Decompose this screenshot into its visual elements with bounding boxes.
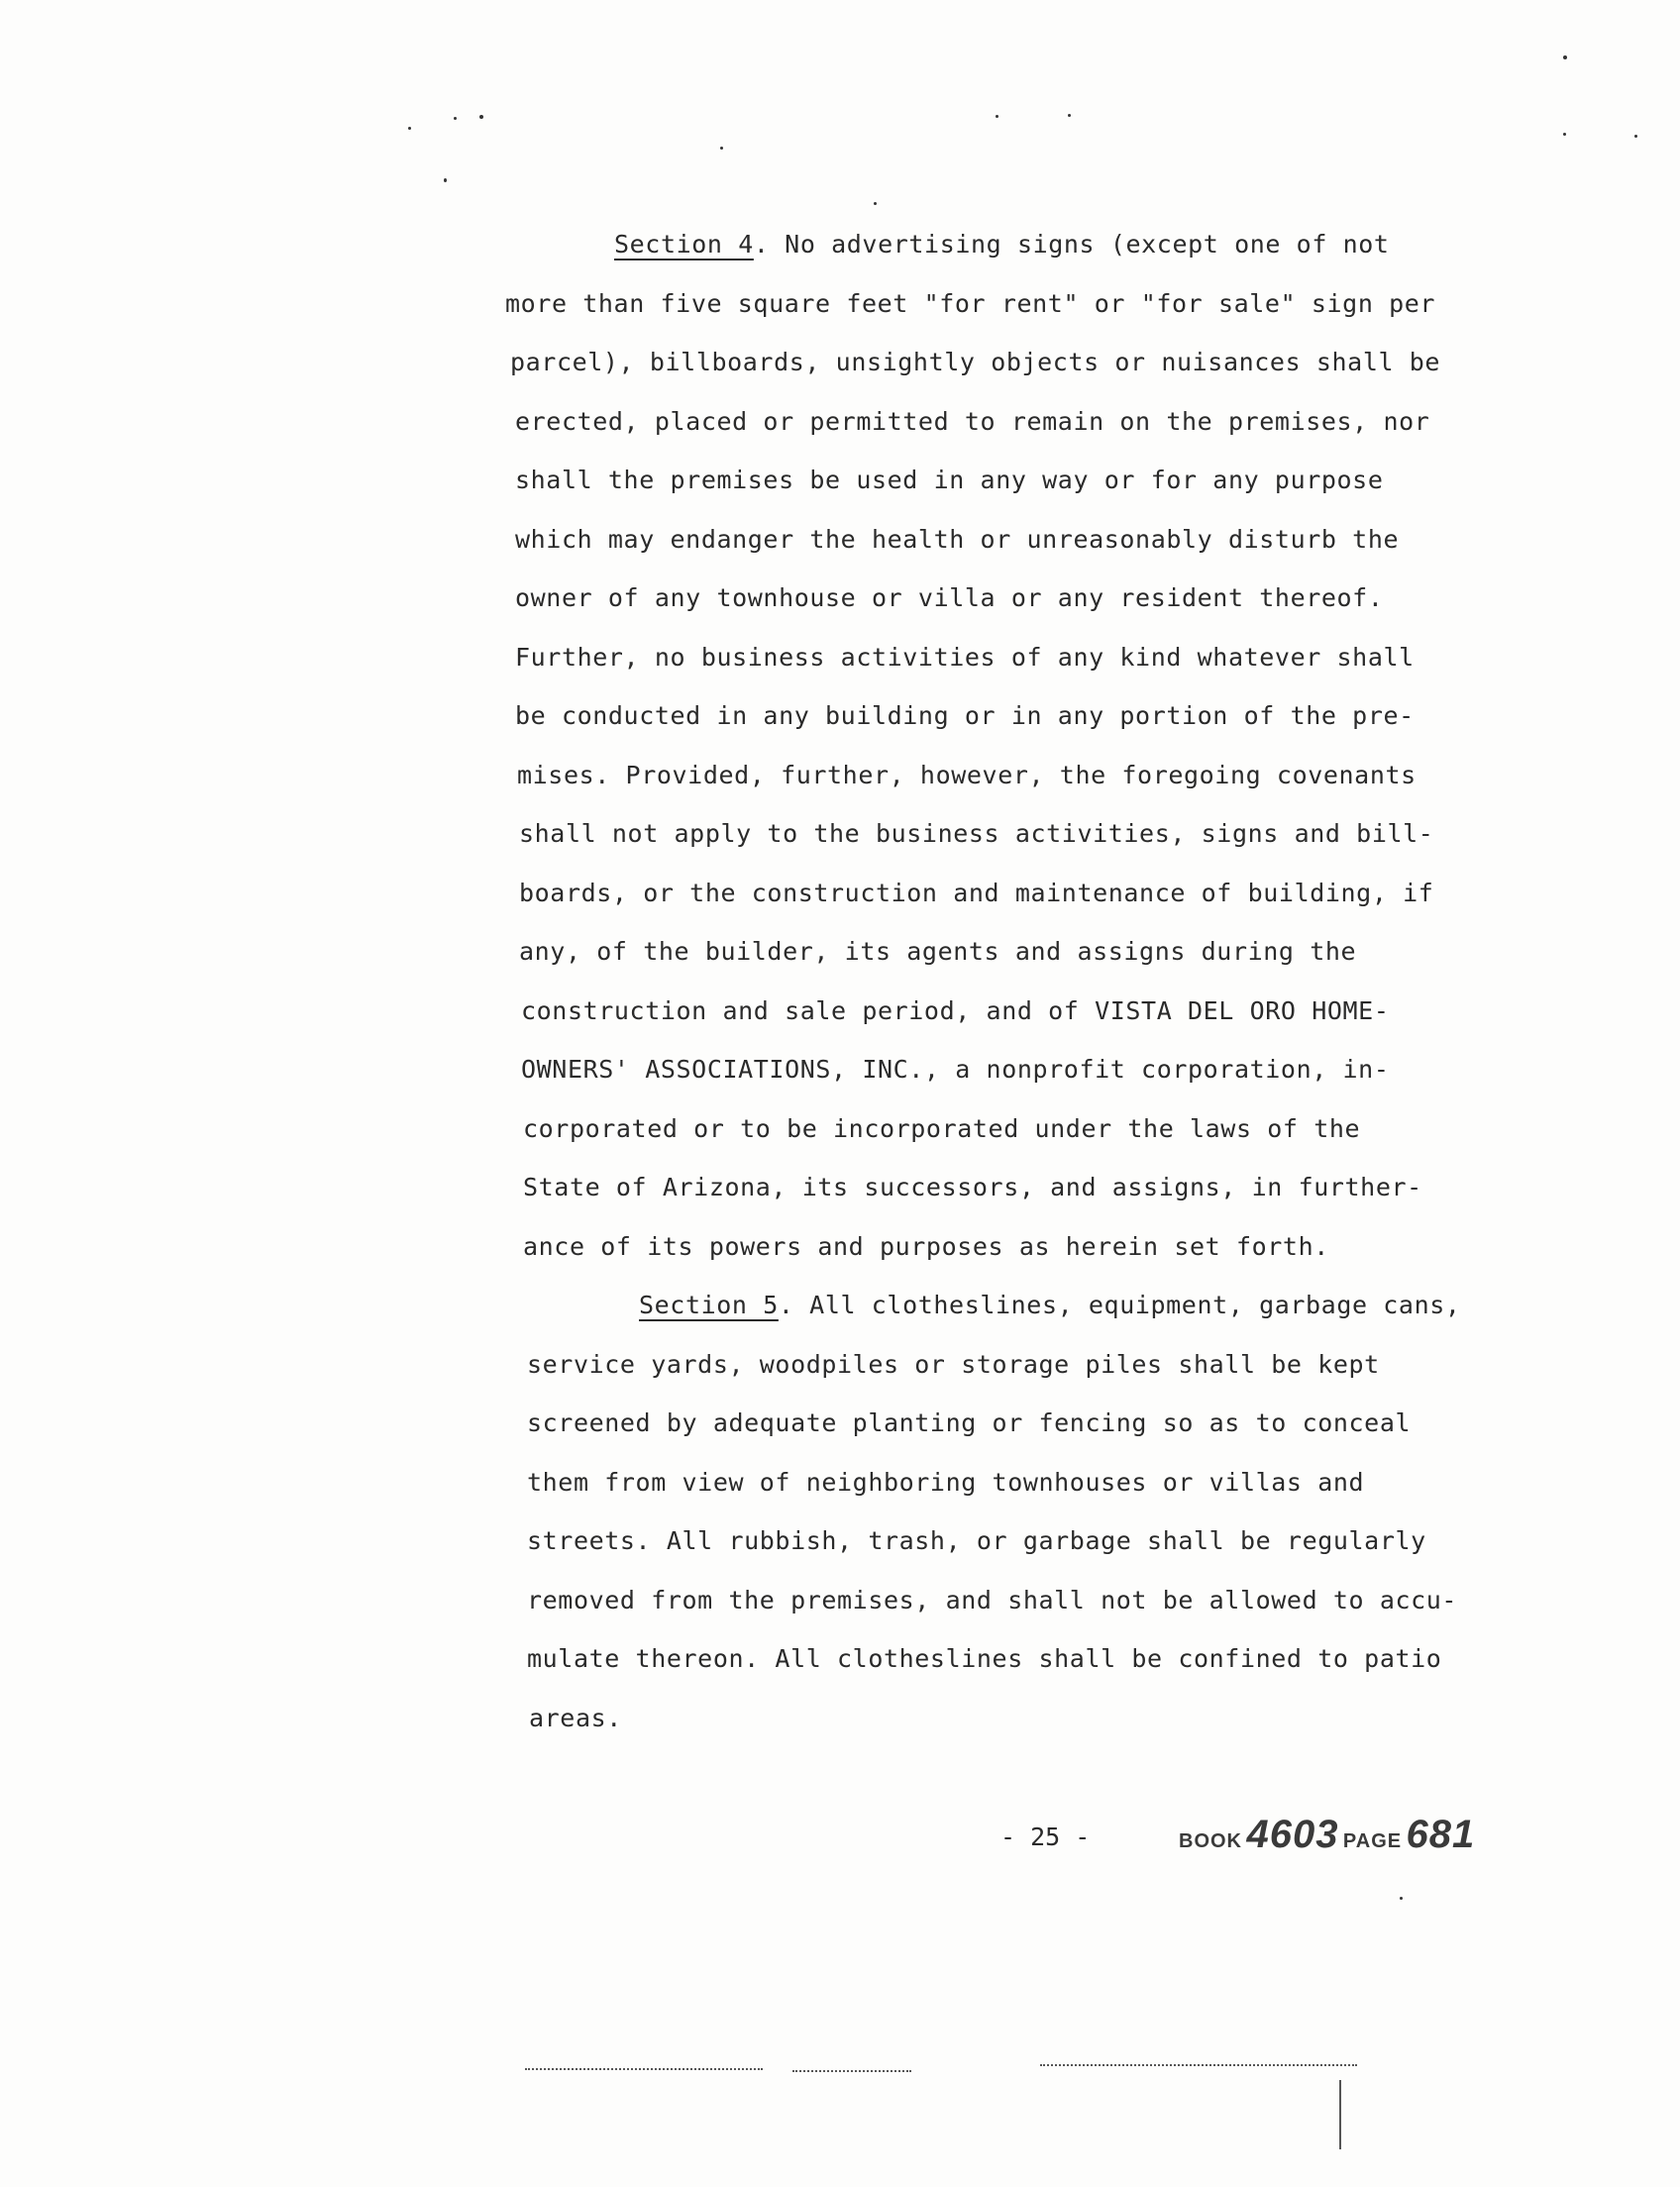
scan-speck [479,115,483,119]
text-line: more than five square feet "for rent" or "for sale" sign per [505,288,1436,318]
text-line: boards, or the construction and maintenance of building, if [519,878,1434,907]
text-line: them from view of neighboring townhouses or villas and [527,1467,1365,1497]
text-line: OWNERS' ASSOCIATIONS, INC., a nonprofit corporation, in- [521,1055,1390,1084]
scan-speck [720,147,723,150]
scan-speck [1400,1897,1403,1900]
text-line: shall the premises be used in any way or for any purpose [515,466,1384,494]
scan-speck [444,178,447,182]
scan-speck [1563,55,1567,59]
scan-artifact-line [525,2068,763,2072]
scan-artifact-line [1040,2064,1357,2068]
text-line [614,230,1390,260]
book-page-stamp [1179,1813,1475,1857]
text-line: any, of the builder, its agents and assigns during the [519,937,1357,966]
scan-speck [1634,135,1637,138]
scan-speck [1563,133,1566,136]
page-number: - 25 - [1000,1822,1091,1851]
text-line: corporated or to be incorporated under the laws of the [523,1113,1361,1143]
line-text: . No advertising signs (except one of not [753,230,1390,259]
scan-artifact-mark [1339,2080,1341,2149]
text-line: parcel), billboards, unsightly objects or nuisances shall be [510,348,1441,376]
text-line: removed from the premises, and shall not be allowed to accu- [527,1585,1458,1614]
scan-speck [454,117,457,120]
section-heading: Section 4 [614,230,754,259]
stamp-page-label: PAGE [1342,1830,1403,1852]
scan-speck [996,115,998,118]
scan-speck [1068,114,1071,117]
text-line: Further, no business activities of any kind whatever shall [515,642,1415,672]
text-line: State of Arizona, its successors, and assigns, in further- [523,1173,1422,1201]
text-line: service yards, woodpiles or storage piles shall be kept [527,1349,1380,1379]
text-line: erected, placed or permitted to remain on the premises, nor [515,406,1430,436]
text-line: mulate thereon. All clotheslines shall be confined to patio [527,1644,1442,1673]
text-line: screened by adequate planting or fencing so as to conceal [527,1408,1412,1437]
stamp-page-number: 681 [1406,1813,1476,1856]
text-line: areas. [529,1703,622,1732]
text-line: be conducted in any building or in any portion of the pre- [515,701,1415,730]
text-line [639,1291,1461,1320]
text-line: which may endanger the health or unreasonably disturb the [515,524,1400,554]
stamp-book-label: BOOK [1179,1830,1242,1852]
line-text: . All clotheslines, equipment, garbage cans, [778,1291,1461,1319]
text-line: mises. Provided, further, however, the foregoing covenants [517,760,1417,789]
section-heading: Section 5 [639,1291,779,1319]
text-line: owner of any townhouse or villa or any resident thereof. [515,583,1384,612]
stamp-book-number: 4603 [1246,1813,1339,1856]
scan-speck [408,127,411,130]
text-line: shall not apply to the business activities, signs and bill- [519,819,1434,848]
text-line: construction and sale period, and of VISTA DEL ORO HOME- [521,995,1390,1025]
scan-artifact-line [792,2070,911,2074]
text-line: ance of its powers and purposes as herein set forth. [523,1231,1329,1261]
text-line: streets. All rubbish, trash, or garbage shall be regularly [527,1526,1426,1555]
scan-speck [874,202,877,205]
